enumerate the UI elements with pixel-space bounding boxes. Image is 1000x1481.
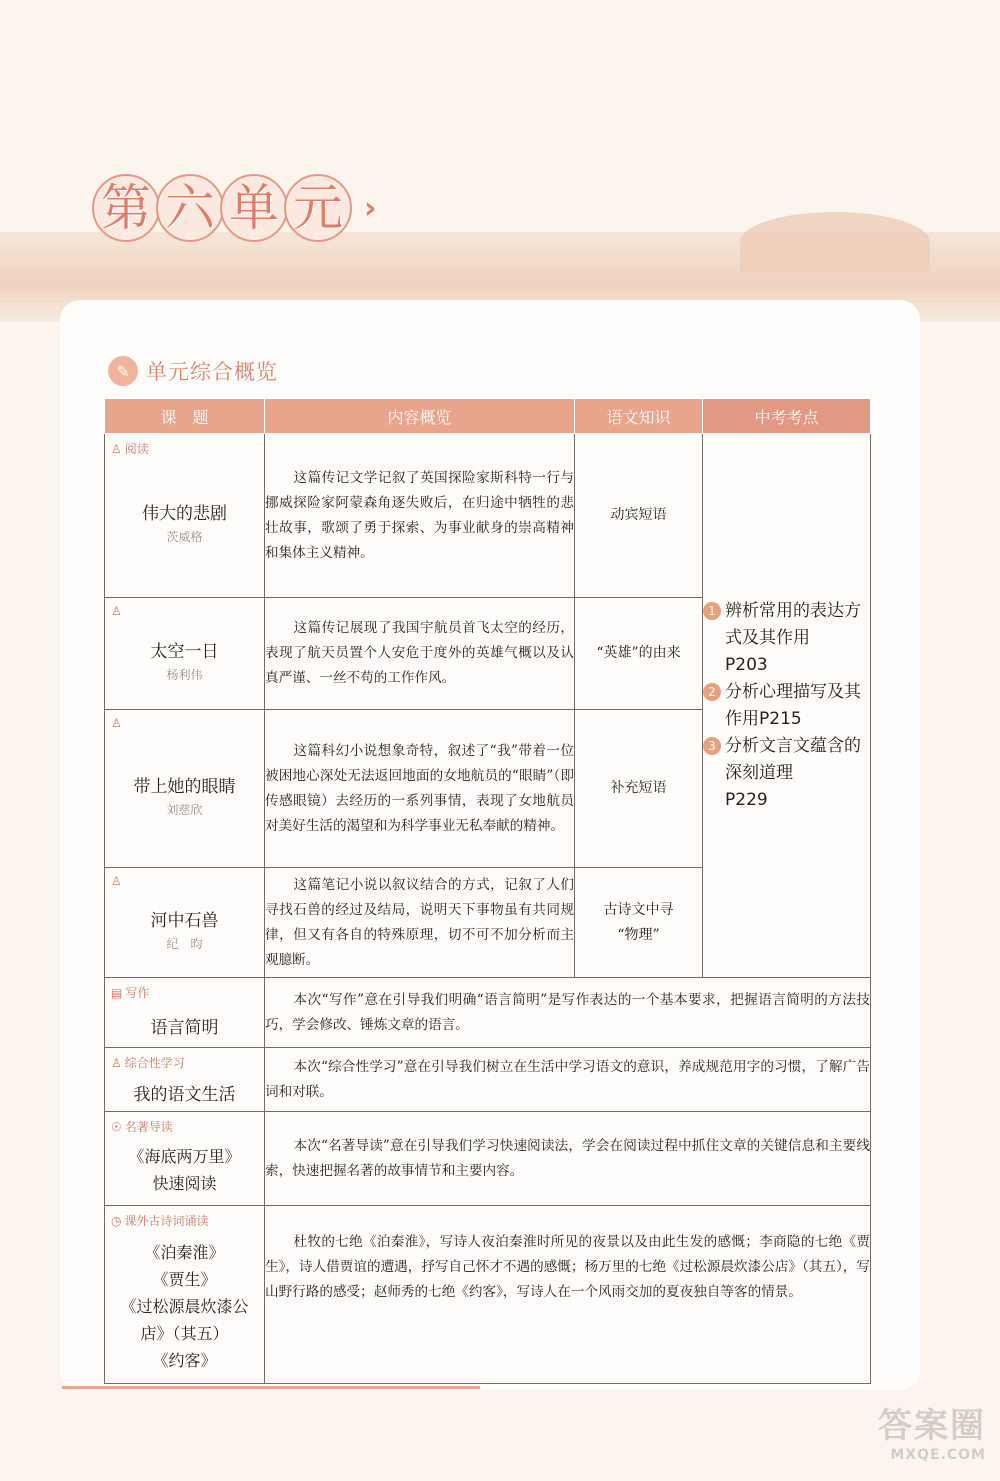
person-icon: ♙ <box>111 874 122 888</box>
lesson-description: 这篇传记文学记叙了英国探险家斯科特一行与挪威探险家阿蒙森角逐失败后，在归途中牺牲的悲壮故事，歌颂了勇于探索、为事业献身的崇高精神和集体主义精神。 <box>265 434 575 598</box>
knowledge-line: 古诗文中寻 <box>603 901 674 918</box>
unit-title-char: 六 <box>156 174 224 242</box>
tag-label: 阅读 <box>124 442 149 456</box>
exam-point-page: P203 <box>725 654 768 675</box>
table-row <box>105 978 871 1048</box>
reading-tag <box>111 604 125 618</box>
footer-rule <box>62 1386 480 1389</box>
lesson-description: 本次“写作”意在引导我们明确“语言简明”是写作表达的一个基本要求，把握语言简明的方法技巧，学会修改、锤炼文章的语言。 <box>265 978 871 1048</box>
column-header-overview: 内容概览 <box>265 399 575 434</box>
lesson-description: 本次“名著导读”意在引导我们学习快速阅读法，学会在阅读过程中抓住文章的关键信息和主要线索，快速把握名著的故事情节和主要内容。 <box>265 1112 871 1206</box>
writing-tag <box>111 984 149 1001</box>
lesson-author: 刘慈欣 <box>166 802 203 817</box>
tag-label: 课外古诗词诵读 <box>124 1214 209 1228</box>
person-icon: ♙ <box>111 1055 122 1070</box>
tag-label: 综合性学习 <box>124 1056 185 1070</box>
table-row <box>105 1048 871 1112</box>
lesson-cell <box>105 978 265 1048</box>
lesson-title: 我的语文生活 <box>133 1085 236 1105</box>
tag-label: 名著导读 <box>124 1120 173 1134</box>
person-icon: ♙ <box>111 441 122 456</box>
exam-point-page: P215 <box>759 708 802 729</box>
unit-title <box>92 168 376 248</box>
lesson-knowledge: 补充短语 <box>575 710 703 868</box>
lesson-cell <box>105 1048 265 1112</box>
lesson-title: 店》（其五） <box>140 1324 229 1343</box>
column-header-knowledge: 语文知识 <box>575 399 703 434</box>
reading-tag <box>111 440 149 457</box>
lesson-title: 河中石兽 <box>150 910 219 931</box>
watermark-logo <box>836 1398 986 1474</box>
lesson-title: 带上她的眼睛 <box>133 776 236 797</box>
lesson-description: 这篇笔记小说以叙议结合的方式，记叙了人们寻找石兽的经过及结局，说明天下事物虽有共同规律，但又有各自的特殊原理，切不可不加分析而主观臆断。 <box>265 868 575 978</box>
chevron-right-icon: › <box>364 190 377 226</box>
lesson-cell <box>105 598 265 710</box>
lesson-description: 本次“综合性学习”意在引导我们树立在生活中学习语文的意识，养成规范用字的习惯，了解广告词和对联。 <box>265 1048 871 1112</box>
tag-label: 写作 <box>125 986 150 1000</box>
lesson-cell <box>105 1206 265 1384</box>
column-header-exam: 中考考点 <box>703 399 871 434</box>
reading-tag <box>111 874 125 888</box>
exam-point <box>703 733 870 814</box>
unit-title-char: 第 <box>92 174 160 242</box>
number-badge: 2 <box>703 683 721 701</box>
table-row <box>105 1112 871 1206</box>
poetry-tag <box>111 1212 209 1229</box>
exam-point-text: 分析文言文蕴含的深刻道理 <box>725 735 861 783</box>
lesson-author: 杨利伟 <box>166 667 203 682</box>
lesson-title: 《贾生》 <box>152 1270 217 1289</box>
lesson-title: 语言简明 <box>150 1018 219 1038</box>
clock-icon: ◷ <box>111 1213 122 1228</box>
reading-tag <box>111 716 125 730</box>
lesson-knowledge <box>575 868 703 978</box>
classic-tag <box>111 1118 173 1135</box>
lesson-title: 《过松源晨炊漆公 <box>120 1297 249 1316</box>
exam-point <box>703 598 870 679</box>
watermark-url: MXQE.COM <box>890 1447 986 1463</box>
person-icon: ♙ <box>111 604 122 618</box>
lesson-cell <box>105 710 265 868</box>
lesson-description: 这篇传记展现了我国宇航员首飞太空的经历，表现了航天员置个人安危于度外的英雄气概以及认真严谨、一丝不苟的工作作风。 <box>265 598 575 710</box>
exam-point-text: 辨析常用的表达方式及其作用 <box>725 600 861 648</box>
exam-point-text: 分析心理描写及其作用 <box>725 681 861 729</box>
lesson-title: 太空一日 <box>150 641 219 662</box>
knowledge-line: “物理” <box>617 926 660 943</box>
lesson-cell <box>105 434 265 598</box>
table-row <box>105 434 871 598</box>
comprehensive-tag <box>111 1054 185 1071</box>
table-row <box>105 1206 871 1384</box>
lesson-knowledge: 动宾短语 <box>575 434 703 598</box>
lesson-title: 伟大的悲剧 <box>142 503 227 524</box>
lesson-title: 《约客》 <box>152 1351 217 1370</box>
feather-icon: ✎ <box>108 356 138 386</box>
overview-table <box>104 398 871 1384</box>
lesson-cell <box>105 868 265 978</box>
lesson-knowledge: “英雄”的由来 <box>575 598 703 710</box>
lesson-title: 《海底两万里》 <box>128 1146 241 1166</box>
exam-point-page: P229 <box>725 789 768 810</box>
unit-title-char: 单 <box>220 174 288 242</box>
lesson-cell <box>105 1112 265 1206</box>
person-icon: ♙ <box>111 716 122 730</box>
lesson-description: 杜牧的七绝《泊秦淮》，写诗人夜泊秦淮时所见的夜景以及由此生发的感慨；李商隐的七绝《贾生》，诗人借贾谊的遭遇，抒写自己怀才不遇的感慨；杨万里的七绝《过松源晨炊漆公店》（其五），写山野行路的感受；赵师秀的七绝《约客》，写诗人在一个风雨交加的夏夜独自等客的情景。 <box>265 1206 871 1384</box>
section-title: 单元综合概览 <box>146 360 278 384</box>
exam-points-cell <box>703 434 871 978</box>
unit-title-char: 元 <box>284 174 352 242</box>
lesson-description: 这篇科幻小说想象奇特，叙述了“我”带着一位被困地心深处无法返回地面的女地航员的“眼睛”（即传感眼镜）去经历的一系列事情，表现了女地航员对美好生活的渴望和为科学事业无私奉献的精神。 <box>265 710 575 868</box>
lesson-title: 快速阅读 <box>152 1173 217 1193</box>
watermark-text: 答案圈 <box>878 1406 986 1446</box>
number-badge: 3 <box>703 737 721 755</box>
lesson-title: 《泊秦淮》 <box>144 1243 225 1262</box>
book-icon: ☉ <box>111 1119 122 1134</box>
decorative-hill <box>740 212 930 272</box>
section-heading <box>108 356 278 386</box>
column-header-topic: 课 题 <box>105 399 265 434</box>
number-badge: 1 <box>703 602 721 620</box>
exam-point <box>703 679 870 733</box>
lesson-author: 纪 昀 <box>166 936 203 951</box>
lesson-author: 茨威格 <box>166 529 203 544</box>
table-header-row <box>105 399 871 434</box>
document-icon: ▤ <box>111 985 123 1000</box>
